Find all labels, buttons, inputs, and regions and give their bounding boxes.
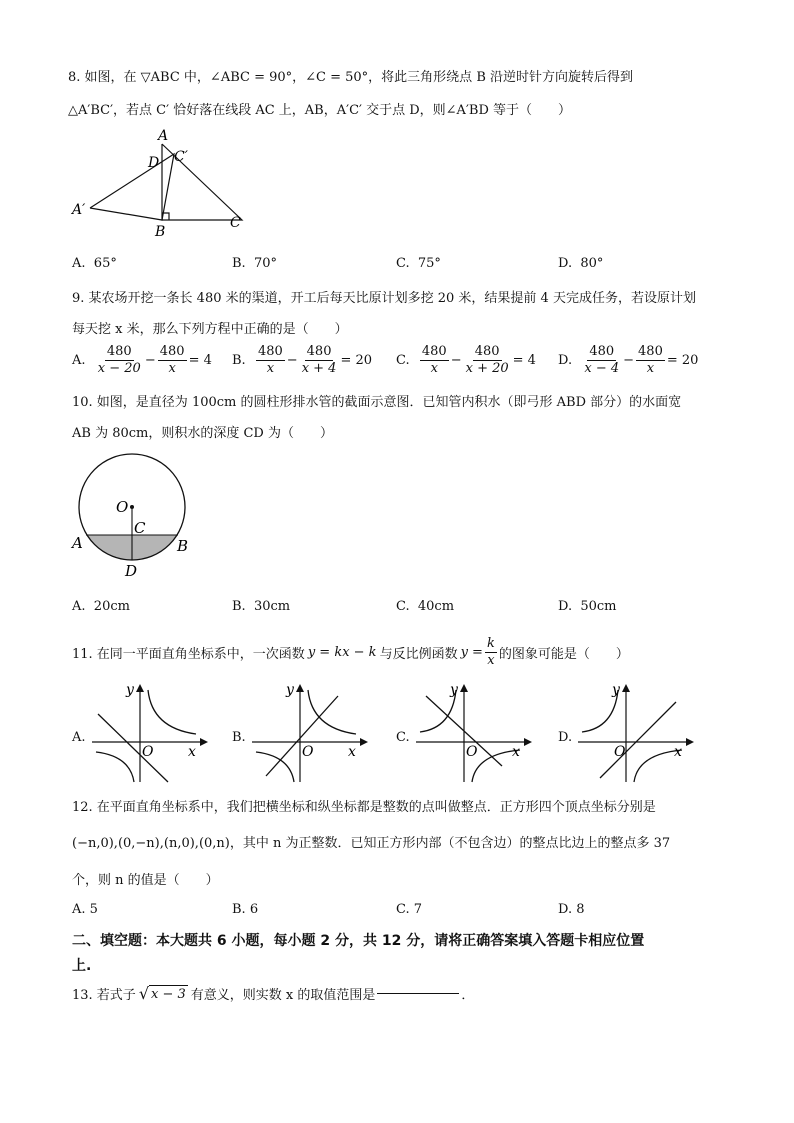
label-d: D: [148, 155, 160, 171]
label-c: C: [230, 215, 241, 231]
q10-option-a[interactable]: A. 20cm: [72, 599, 130, 614]
svg-text:O: O: [466, 744, 478, 760]
q8-option-c[interactable]: C. 75°: [396, 256, 441, 271]
label-a1: A′: [72, 202, 86, 218]
sqrt-expression: √ x − 3: [138, 984, 186, 1003]
q11-option-d-graph[interactable]: [574, 680, 694, 788]
q10-stem-line1: 10. 如图，是直径为 100cm 的圆柱形排水管的截面示意图．已知管内积水（即弓形 ABD 部分）的水面宽: [72, 395, 682, 410]
svg-text:x: x: [674, 744, 682, 760]
q11-option-a-letter[interactable]: A.: [72, 730, 86, 745]
svg-text:y: y: [126, 682, 134, 698]
q9-stem-line2: 每天挖 x 米，那么下列方程中正确的是（ ）: [72, 322, 348, 337]
svg-text:O: O: [142, 744, 154, 760]
q11-option-b-letter[interactable]: B.: [232, 730, 246, 745]
label-b: B: [155, 224, 166, 240]
q11-option-b-graph[interactable]: [248, 680, 368, 788]
svg-text:O: O: [302, 744, 314, 760]
q8-option-b[interactable]: B. 70°: [232, 256, 277, 271]
triangle-a1bc1: [90, 154, 174, 220]
q8-stem-line1: 8. 如图，在 ▽ABC 中，∠ABC = 90°，∠C = 50°，将此三角形绕点 B 沿逆时针方向旋转后得到: [68, 70, 634, 85]
q11-option-a-graph[interactable]: [88, 680, 208, 788]
label-b: B: [177, 537, 189, 555]
q12-option-d[interactable]: D. 8: [558, 902, 585, 917]
section-2-heading-line2: 上.: [72, 958, 92, 974]
svg-text:x: x: [348, 744, 356, 760]
svg-text:x: x: [512, 744, 520, 760]
label-d: D: [125, 562, 138, 580]
q9-option-b[interactable]: B. $\frac{480}{x}$ − $\frac{480}{x + 4}$ = 20: [232, 344, 373, 376]
label-o: O: [116, 498, 129, 516]
svg-text:y: y: [612, 682, 620, 698]
q10-option-c[interactable]: C. 40cm: [396, 599, 455, 614]
answer-blank[interactable]: [377, 993, 459, 994]
q11-option-c-graph[interactable]: [412, 680, 532, 788]
q12-option-a[interactable]: A. 5: [72, 902, 98, 917]
q10-option-b[interactable]: B. 30cm: [232, 599, 291, 614]
q11-option-d-letter[interactable]: D.: [558, 730, 573, 745]
label-c1: C′: [174, 149, 188, 165]
center-point: [130, 505, 134, 509]
q10-option-d[interactable]: D. 50cm: [558, 599, 617, 614]
q9-option-a[interactable]: A. $\frac{480}{x - 20}$ − $\frac{480}{x}$ = 4: [72, 344, 212, 376]
q8-option-a[interactable]: A. 65°: [72, 256, 117, 271]
label-a: A: [72, 534, 83, 552]
q9-stem-line1: 9. 某农场开挖一条长 480 米的渠道，开工后每天比原计划多挖 20 米，结果提前 4 天完成任务，若设原计划: [72, 291, 696, 306]
label-a: A: [158, 128, 169, 144]
q11-stem: 11. 在同一平面直角坐标系中，一次函数 y = kx − k 与反比例函数 y = $\frac{k}{x}$ 的图象可能是（ ）: [72, 636, 629, 668]
section-2-heading-line1: 二、填空题：本大题共 6 小题，每小题 2 分，共 12 分，请将正确答案填入答题卡相应位置: [72, 933, 645, 949]
svg-text:x: x: [188, 744, 196, 760]
q8-figure: [66, 128, 256, 240]
q12-option-c[interactable]: C. 7: [396, 902, 423, 917]
q12-stem-line1: 12. 在平面直角坐标系中，我们把横坐标和纵坐标都是整数的点叫做整点．正方形四个顶点坐标分别是: [72, 800, 656, 815]
svg-text:y: y: [286, 682, 294, 698]
q11-option-c-letter[interactable]: C.: [396, 730, 410, 745]
q9-option-d[interactable]: D. $\frac{480}{x - 4}$ − $\frac{480}{x}$ = 20: [558, 344, 699, 376]
q10-stem-line2: AB 为 80cm，则积水的深度 CD 为（ ）: [72, 426, 333, 441]
q8-stem-line2: △A′BC′，若点 C′ 恰好落在线段 AC 上，AB，A′C′ 交于点 D，则∠A′BD 等于（ ）: [68, 103, 572, 118]
label-c: C: [134, 519, 146, 537]
svg-text:y: y: [450, 682, 458, 698]
q12-stem-line3: 个，则 n 的值是（ ）: [72, 873, 219, 888]
q12-stem-line2: (−n,0),(0,−n),(n,0),(0,n)，其中 n 为正整数．已知正方形内部（不包含边）的整点比边上的整点多 37: [72, 836, 671, 851]
q8-option-d[interactable]: D. 80°: [558, 256, 604, 271]
q10-figure: [66, 452, 196, 582]
q9-option-c[interactable]: C. $\frac{480}{x}$ − $\frac{480}{x + 20}$ = 4: [396, 344, 536, 376]
q12-option-b[interactable]: B. 6: [232, 902, 259, 917]
q13-stem: 13. 若式子 √ x − 3 有意义，则实数 x 的取值范围是 ．: [72, 984, 475, 1003]
svg-text:O: O: [614, 744, 626, 760]
